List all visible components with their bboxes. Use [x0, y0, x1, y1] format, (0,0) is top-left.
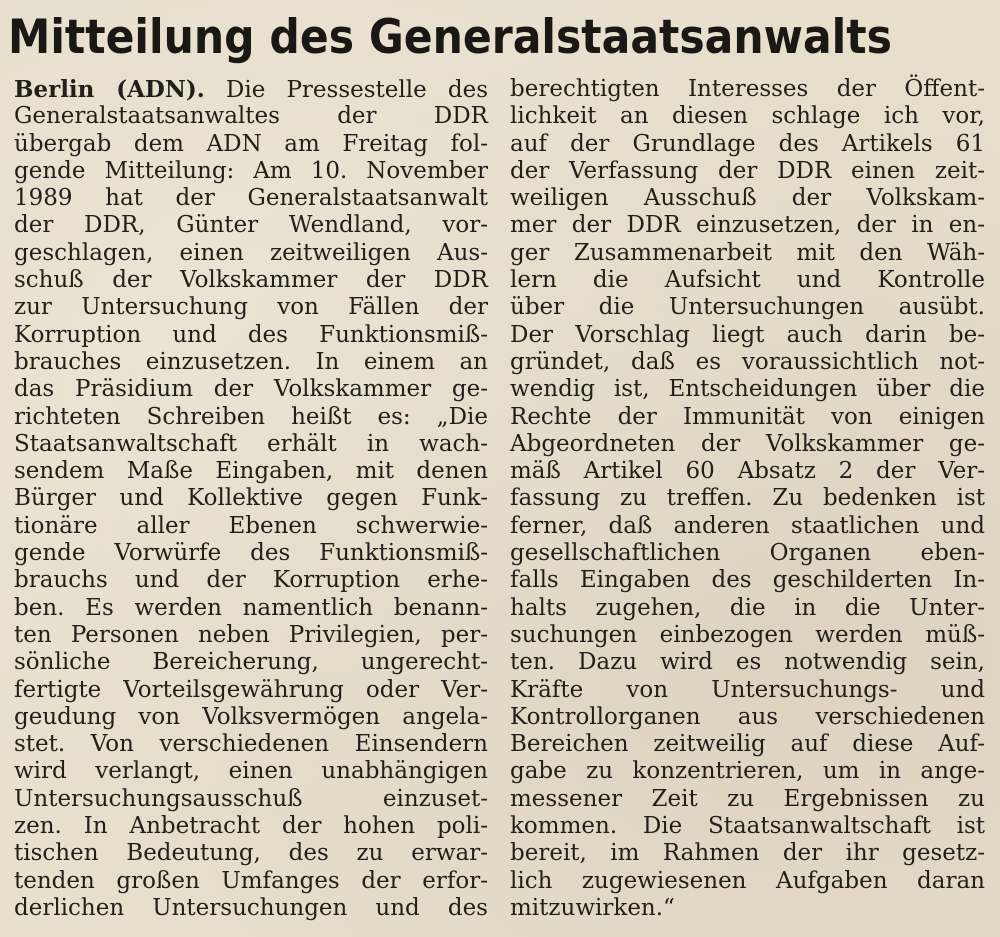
article-line: gesellschaftlichen Organen eben- — [510, 540, 985, 567]
article-line: Staatsanwaltschaft erhält in wach- — [14, 430, 488, 457]
article-line: Korruption und des Funktionsmiß- — [14, 321, 488, 348]
article-line: zen. In Anbetracht der hohen poli- — [14, 813, 488, 840]
article-line: fassung zu treffen. Zu bedenken ist — [510, 485, 985, 512]
article-line: zur Untersuchung von Fällen der — [14, 294, 488, 321]
article-line: ten. Dazu wird es notwendig sein, — [510, 649, 985, 676]
article-line: lichkeit an diesen schlage ich vor, — [510, 103, 985, 130]
article-line: mer der DDR einzusetzen, der in en- — [510, 212, 985, 239]
article-line: tenden großen Umfanges der erfor- — [14, 867, 488, 894]
article-line: ten Personen neben Privilegien, per- — [14, 621, 488, 648]
article-line: der Verfassung der DDR einen zeit- — [510, 157, 985, 184]
article-line: gabe zu konzentrieren, um in ange- — [510, 758, 985, 785]
article-line: kommen. Die Staatsanwaltschaft ist — [510, 813, 985, 840]
article-line: richteten Schreiben heißt es: „Die — [14, 403, 488, 430]
article-line: geschlagen, einen zeitweiligen Aus- — [14, 239, 488, 266]
article-line: übergab dem ADN am Freitag fol- — [14, 130, 488, 157]
article-line: Kontrollorganen aus verschiedenen — [510, 703, 985, 730]
article-line: sönliche Bereicherung, ungerecht- — [14, 649, 488, 676]
article-line: Der Vorschlag liegt auch darin be- — [510, 321, 985, 348]
article-line: messener Zeit zu Ergebnissen zu — [510, 785, 985, 812]
article-line: Bereichen zeitweilig auf diese Auf- — [510, 731, 985, 758]
article-line: falls Eingaben des geschilderten In- — [510, 567, 985, 594]
article-line: suchungen einbezogen werden müß- — [510, 621, 985, 648]
article-line: gründet, daß es voraussichtlich not- — [510, 348, 985, 375]
article-line: Generalstaatsanwaltes der DDR — [14, 103, 488, 130]
article-line: lich zugewiesenen Aufgaben daran — [510, 867, 985, 894]
headline: Mitteilung des Generalstaatsanwalts — [8, 10, 892, 65]
dateline: Berlin (ADN). — [14, 76, 205, 103]
article-line: tischen Bedeutung, des zu erwar- — [14, 840, 488, 867]
article-line: halts zugehen, die in die Unter- — [510, 594, 985, 621]
article-line: schuß der Volkskammer der DDR — [14, 267, 488, 294]
article-line: Kräfte von Untersuchungs- und — [510, 676, 985, 703]
article-line: mäß Artikel 60 Absatz 2 der Ver- — [510, 458, 985, 485]
article-line: wendig ist, Entscheidungen über die — [510, 376, 985, 403]
article-line: Rechte der Immunität von einigen — [510, 403, 985, 430]
article-line — [14, 76, 488, 103]
article-line: auf der Grundlage des Artikels 61 — [510, 130, 985, 157]
article-line: ben. Es werden namentlich benann- — [14, 594, 488, 621]
article-line: 1989 hat der Generalstaatsanwalt — [14, 185, 488, 212]
article-line: Abgeordneten der Volkskammer ge- — [510, 430, 985, 457]
article-line: Untersuchungsausschuß einzuset- — [14, 785, 488, 812]
article-line: gende Mitteilung: Am 10. November — [14, 157, 488, 184]
article-line: stet. Von verschiedenen Einsendern — [14, 731, 488, 758]
article-column-right — [510, 76, 985, 922]
article-line-text: Die Pressestelle des — [225, 77, 488, 103]
article-line: derlichen Untersuchungen und des — [14, 894, 488, 921]
article-line: weiligen Ausschuß der Volkskam- — [510, 185, 985, 212]
article-line: mitzuwirken.“ — [510, 894, 675, 921]
article-line: ger Zusammenarbeit mit den Wäh- — [510, 239, 985, 266]
article-line: bereit, im Rahmen der ihr gesetz- — [510, 840, 985, 867]
article-line: brauchs und der Korruption erhe- — [14, 567, 488, 594]
article-line: das Präsidium der Volkskammer ge- — [14, 376, 488, 403]
article-line: Bürger und Kollektive gegen Funk- — [14, 485, 488, 512]
article-line: gende Vorwürfe des Funktionsmiß- — [14, 540, 488, 567]
article-line: der DDR, Günter Wendland, vor- — [14, 212, 488, 239]
article-line: tionäre aller Ebenen schwerwie- — [14, 512, 488, 539]
article-line: brauches einzusetzen. In einem an — [14, 348, 488, 375]
article-line: geudung von Volksvermögen angela- — [14, 703, 488, 730]
article-line: wird verlangt, einen unabhängigen — [14, 758, 488, 785]
article-line: sendem Maße Eingaben, mit denen — [14, 458, 488, 485]
article-line: lern die Aufsicht und Kontrolle — [510, 267, 985, 294]
article-line: ferner, daß anderen staatlichen und — [510, 512, 985, 539]
article-line: fertigte Vorteilsgewährung oder Ver- — [14, 676, 488, 703]
article-line: berechtigten Interesses der Öffent- — [510, 76, 985, 102]
article-line: über die Untersuchungen ausübt. — [510, 294, 985, 321]
article-column-left — [14, 76, 488, 922]
